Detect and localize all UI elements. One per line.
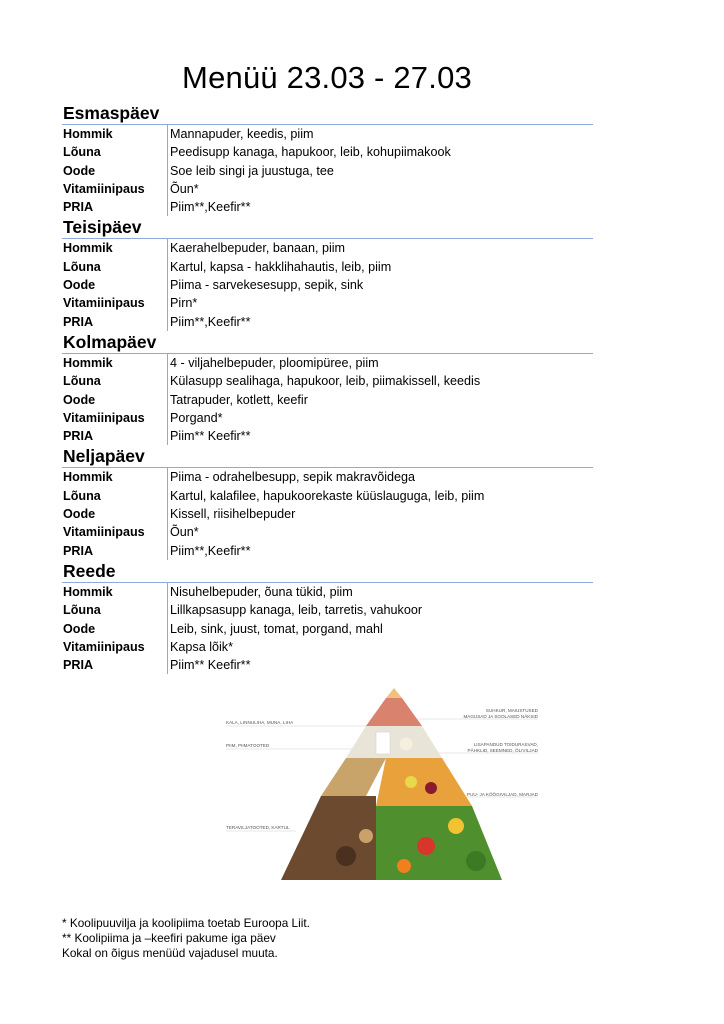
milk-carton-shape [376,732,390,754]
meal-row [62,294,593,312]
meal-label: PRIA [63,314,94,329]
pyramid-label: KALA, LINNULIHA, MUNA, LIHA [226,720,294,725]
meal-value: Porgand* [167,409,593,427]
meal-row [62,583,593,601]
footnote: ** Koolipiima ja –keefiri pakume iga päev [62,931,276,945]
meal-value: Kartul, kalafilee, hapukoorekaste küüslauguga, leib, piim [167,487,593,505]
meal-label: PRIA [63,200,94,215]
meal-value: Soe leib singi ja juustuga, tee [167,162,593,180]
meal-value: Õun* [167,180,593,198]
meal-label: Hommik [63,470,113,485]
meal-label: Lõuna [63,145,101,160]
pyramid-label: TERAVILJATOOTED, KARTUL [226,825,290,830]
meal-row [62,125,593,143]
day-section [62,331,593,445]
meal-value: Nisuhelbepuder, õuna tükid, piim [167,583,593,601]
meal-label: Lõuna [63,488,101,503]
meal-row [62,505,593,523]
meal-label: PRIA [63,543,94,558]
pyramid-label: SUHKUR, MAIUSTUSED [485,708,538,713]
meal-label: Hommik [63,241,113,256]
meal-value: Piim**,Keefir** [167,542,593,560]
meal-value: Piim** Keefir** [167,427,593,445]
tomato-shape [417,837,435,855]
meal-label: Vitamiinipaus [63,639,145,654]
pepper-shape [448,818,464,834]
meal-value: Leib, sink, juust, tomat, porgand, mahl [167,620,593,638]
meal-row [62,313,593,331]
meal-value: Piim**,Keefir** [167,313,593,331]
meal-value: Tatrapuder, kotlett, keefir [167,391,593,409]
meal-row [62,180,593,198]
meal-row [62,372,593,390]
fats-tier [321,758,386,796]
meal-label: Oode [63,507,96,522]
meal-row [62,391,593,409]
meal-label: PRIA [63,658,94,673]
meal-row [62,487,593,505]
meal-label: Vitamiinipaus [63,525,145,540]
day-section [62,445,593,559]
meal-row [62,276,593,294]
meal-value: Mannapuder, keedis, piim [167,125,593,143]
bread-shape [336,846,356,866]
meal-row [62,601,593,619]
meal-row [62,239,593,257]
meal-label: Oode [63,163,96,178]
meal-value: Kapsa lõik* [167,638,593,656]
meal-value: Piima - sarvekesesupp, sepik, sink [167,276,593,294]
meal-label: Hommik [63,127,113,141]
day-name: Reede [62,560,593,583]
meal-row [62,198,593,216]
footnote: Kokal on õigus menüüd vajadusel muuta. [62,946,278,960]
meal-value: Piima - odrahelbesupp, sepik makravõidega [167,468,593,486]
pyramid-label: MAGUSAD JA SOOLASED NÄKSID [463,714,538,719]
sugar-tier [386,688,402,698]
meal-row [62,354,593,372]
meal-row [62,542,593,560]
potato-shape [359,829,373,843]
meal-value: Pirn* [167,294,593,312]
meal-label: Vitamiinipaus [63,181,145,196]
food-pyramid-image [226,686,538,882]
meal-row [62,143,593,161]
banana-shape [405,776,417,788]
meal-value: Külasupp sealihaga, hapukoor, leib, piimakissell, keedis [167,372,593,390]
day-section [62,102,593,216]
cheese-shape [399,737,413,751]
meal-label: Oode [63,392,96,407]
meal-label: Hommik [63,355,113,370]
meal-value: Piim**,Keefir** [167,198,593,216]
pyramid-label: PUU- JA KÖÖGIVILJAD, MARJAD [467,792,538,797]
day-name: Neljapäev [62,445,593,468]
meal-label: Lõuna [63,374,101,389]
day-name: Kolmapäev [62,331,593,354]
day-section [62,216,593,330]
meal-label: Vitamiinipaus [63,296,145,311]
footnotes [62,916,310,961]
page-title: Menüü 23.03 - 27.03 [182,60,472,95]
meal-label: Hommik [63,584,113,599]
meal-label: Lõuna [63,259,101,274]
fruit-tier [376,758,472,806]
meal-value: Piim** Keefir** [167,656,593,674]
meal-row [62,409,593,427]
vegetable-tier [376,806,502,880]
meal-row [62,523,593,541]
dairy-tier [346,726,442,758]
footnote: * Koolipuuvilja ja koolipiima toetab Euroopa Liit. [62,916,310,930]
pyramid-label: PIIM, PIIMATOOTED [226,743,270,748]
meal-row [62,258,593,276]
orange-shape [397,859,411,873]
meal-value: Kaerahelbepuder, banaan, piim [167,239,593,257]
cabbage-shape [466,851,486,871]
meal-label: Oode [63,278,96,293]
meal-row [62,162,593,180]
meal-row [62,638,593,656]
meal-label: PRIA [63,429,94,444]
meal-row [62,656,593,674]
meal-label: Lõuna [63,603,101,618]
meal-row [62,427,593,445]
meal-value: Kissell, riisihelbepuder [167,505,593,523]
meal-value: Õun* [167,523,593,541]
pyramid-label: LISAPANDUD TOIDURASVAD, [473,742,538,747]
meal-value: Kartul, kapsa - hakklihahautis, leib, piim [167,258,593,276]
meal-row [62,468,593,486]
berry-shape [425,782,437,794]
meal-value: Lillkapsasupp kanaga, leib, tarretis, vahukoor [167,601,593,619]
meal-value: Peedisupp kanaga, hapukoor, leib, kohupiimakook [167,143,593,161]
day-name: Teisipäev [62,216,593,239]
menu-table [62,102,593,674]
meal-label: Vitamiinipaus [63,410,145,425]
day-section [62,560,593,674]
day-name: Esmaspäev [62,102,593,125]
pyramid-label: PÄHKLID, SEEMNED, ÕLIVILJAD [467,748,538,753]
meal-row [62,620,593,638]
meal-label: Oode [63,621,96,636]
meal-value: 4 - viljahelbepuder, ploomipüree, piim [167,354,593,372]
meat-tier [366,698,422,726]
